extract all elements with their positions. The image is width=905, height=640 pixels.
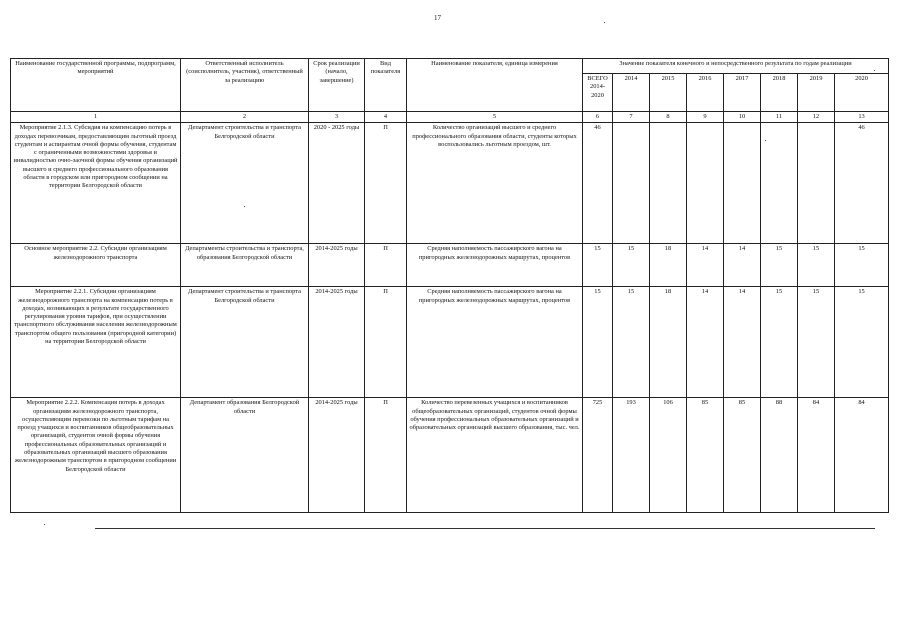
scan-speck — [44, 524, 45, 525]
value-cell: 85 — [724, 398, 761, 513]
column-number: 7 — [613, 112, 650, 123]
column-number: 5 — [407, 112, 583, 123]
table-row — [11, 287, 889, 398]
total-cell: 46 — [583, 123, 613, 244]
value-cell: 14 — [724, 287, 761, 398]
header-indicator-name: Наименование показателя, единица измерения — [407, 59, 583, 112]
value-cell — [613, 123, 650, 244]
value-cell: 46 — [835, 123, 889, 244]
column-number: 13 — [835, 112, 889, 123]
header-row-top — [11, 59, 889, 74]
column-number: 8 — [650, 112, 687, 123]
term-cell: 2014-2025 годы — [309, 244, 365, 287]
term-cell: 2020 - 2025 годы — [309, 123, 365, 244]
type-cell: П — [365, 287, 407, 398]
value-cell: 15 — [761, 287, 798, 398]
total-cell: 15 — [583, 244, 613, 287]
scan-speck — [604, 22, 605, 23]
type-cell: П — [365, 123, 407, 244]
indicators-table — [10, 58, 889, 513]
table-row — [11, 123, 889, 244]
value-cell: 15 — [613, 287, 650, 398]
header-year: 2014 — [613, 74, 650, 112]
header-year: 2020 — [835, 74, 889, 112]
value-cell: 193 — [613, 398, 650, 513]
value-cell: 85 — [687, 398, 724, 513]
column-number: 9 — [687, 112, 724, 123]
type-cell: П — [365, 398, 407, 513]
indicator-cell: Количество организаций высшего и среднего профессионального образования области, студенты которых воспользовались льготным проездом, шт. — [407, 123, 583, 244]
column-number: 4 — [365, 112, 407, 123]
column-number: 6 — [583, 112, 613, 123]
header-year: 2019 — [798, 74, 835, 112]
table-row — [11, 398, 889, 513]
value-cell — [761, 123, 798, 244]
header-indicator-type: Вид показателя — [365, 59, 407, 112]
value-cell: 106 — [650, 398, 687, 513]
term-cell: 2014-2025 годы — [309, 398, 365, 513]
column-number: 3 — [309, 112, 365, 123]
column-number: 10 — [724, 112, 761, 123]
column-number: 12 — [798, 112, 835, 123]
value-cell: 84 — [798, 398, 835, 513]
total-cell: 725 — [583, 398, 613, 513]
total-cell: 15 — [583, 287, 613, 398]
value-cell: 14 — [687, 287, 724, 398]
value-cell: 15 — [761, 244, 798, 287]
table-row — [11, 244, 889, 287]
header-executor: Ответственный исполнитель (соисполнитель, участник), ответственный за реализацию — [181, 59, 309, 112]
header-values-group: Значение показателя конечного и непосредственного результата по годам реализации — [583, 59, 889, 74]
column-number: 1 — [11, 112, 181, 123]
header-total: ВСЕГО 2014-2020 — [583, 74, 613, 112]
program-cell: Основное мероприятие 2.2. Субсидии организациям железнодорожного транспорта — [11, 244, 181, 287]
term-cell: 2014-2025 годы — [309, 287, 365, 398]
column-number: 11 — [761, 112, 798, 123]
type-cell: П — [365, 244, 407, 287]
value-cell: 18 — [650, 287, 687, 398]
scan-speck — [765, 140, 766, 141]
header-term: Срок реализации (начало, завершение) — [309, 59, 365, 112]
column-number: 2 — [181, 112, 309, 123]
value-cell: 15 — [613, 244, 650, 287]
header-year: 2018 — [761, 74, 798, 112]
value-cell: 14 — [724, 244, 761, 287]
value-cell: 15 — [798, 244, 835, 287]
header-year: 2016 — [687, 74, 724, 112]
header-program: Наименование государственной программы, подпрограмм, мероприятий — [11, 59, 181, 112]
scan-speck — [874, 70, 875, 71]
header-year: 2015 — [650, 74, 687, 112]
bottom-rule — [95, 528, 875, 529]
value-cell: 88 — [761, 398, 798, 513]
value-cell: 15 — [835, 287, 889, 398]
value-cell — [798, 123, 835, 244]
executor-cell: Департамент строительства и транспорта Белгородской области — [181, 287, 309, 398]
indicator-cell: Средняя наполняемость пассажирского вагона на пригородных железнодорожных маршрутах, процентов — [407, 244, 583, 287]
header-year: 2017 — [724, 74, 761, 112]
executor-cell: Департамент образования Белгородской области — [181, 398, 309, 513]
value-cell — [650, 123, 687, 244]
page-number: 17 — [434, 14, 441, 22]
executor-cell: Департамент строительства и транспорта Белгородской области — [181, 123, 309, 244]
value-cell: 14 — [687, 244, 724, 287]
indicator-cell: Количество перевезенных учащихся и воспитанников общеобразовательных организаций, студентов очной формы обучения профессиональных образовательных организаций и образовательных организаций высшего образования, тыс. чел. — [407, 398, 583, 513]
column-numbers-row — [11, 112, 889, 123]
value-cell — [724, 123, 761, 244]
program-cell: Мероприятие 2.2.2. Компенсация потерь в доходах организациям железнодорожного транспорта, осуществляющим перевозки по льготным тарифам на проезд учащихся и воспитанников общеобразовательных организаций, студентов очной формы обучения профессиональных образовательных организаций и образовательных организаций высшего образования железнодорожным транспортом в пригородном сообщении Белгородской области — [11, 398, 181, 513]
scan-speck — [244, 206, 245, 207]
value-cell: 15 — [835, 244, 889, 287]
indicator-cell: Средняя наполняемость пассажирского вагона на пригородных железнодорожных маршрутах, процентов — [407, 287, 583, 398]
program-cell: Мероприятие 2.2.1. Субсидии организациям железнодорожного транспорта на компенсацию потерь в доходах, возникающих в результате государственного регулирования уровня тарифов, при осуществлении транспортного обслуживания населения железнодорожным транспортом общего пользования (пригородной категории) на территории Белгородской области — [11, 287, 181, 398]
executor-cell: Департаменты строительства и транспорта, образования Белгородской области — [181, 244, 309, 287]
value-cell: 84 — [835, 398, 889, 513]
program-cell: Мероприятие 2.1.3. Субсидия на компенсацию потерь в доходах перевозчикам, предоставляющим льготный проезд студентам и аспирантам очной формы обучения, студентам с ограниченными возможностями здоровья и инвалидностью очно-заочной формы обучения организаций высшего и среднего профессионального образования области в городском или пригородном сообщении на территории Белгородской области — [11, 123, 181, 244]
value-cell — [687, 123, 724, 244]
value-cell: 15 — [798, 287, 835, 398]
value-cell: 18 — [650, 244, 687, 287]
